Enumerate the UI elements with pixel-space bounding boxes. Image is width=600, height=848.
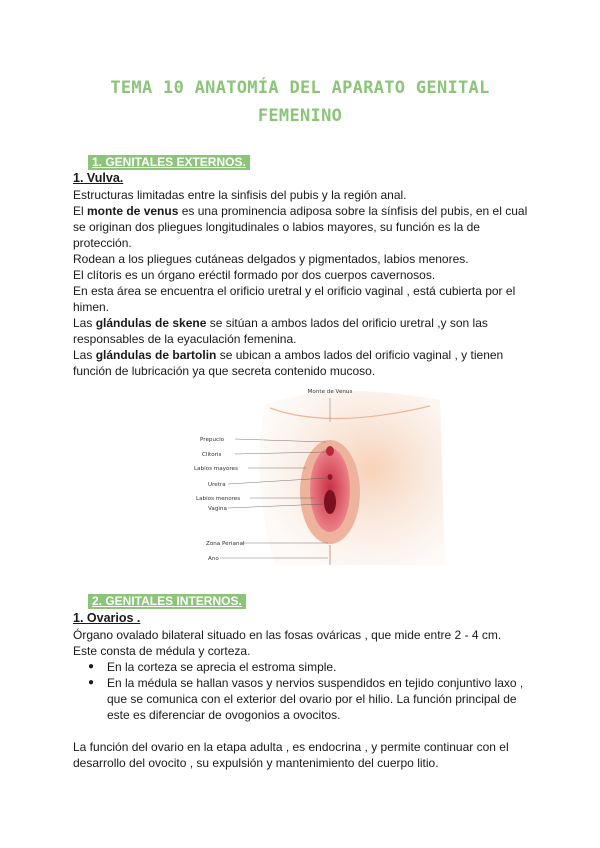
label-ano: Ano: [208, 556, 219, 562]
list-item-text: En la médula se hallan vasos y nervios suspendidos en tejido conjuntivo laxo , que se comunica con el exterior del ovario por el hilio. La función principal de este es diferenciar de ovogonios a ovocitos.: [107, 676, 524, 722]
bullet-icon: ●: [88, 661, 95, 672]
paragraph: [73, 315, 533, 347]
subheading-ovarios: 1. Ovarios .: [73, 611, 141, 625]
paragraph: Este consta de médula y corteza.: [73, 644, 251, 658]
paragraph: [73, 203, 533, 251]
paragraph: Órgano ovalado bilateral situado en las fosas ováricas , que mide entre 2 - 4 cm.: [73, 628, 502, 642]
text: Las: [73, 316, 96, 330]
page-title: [60, 74, 540, 130]
label-clitoris: Clítoris: [202, 452, 222, 458]
vulva-anatomy-illustration: [180, 380, 450, 565]
list-item: [73, 659, 533, 675]
paragraph: Rodean a los pliegues cutáneas delgados y pigmentados, labios menores.: [73, 252, 469, 266]
urethra-shape: [328, 474, 333, 480]
label-vagina: Vagina: [208, 506, 227, 512]
paragraph: El clítoris es un órgano eréctil formado por dos cuerpos cavernosos.: [73, 268, 436, 282]
label-labios-mayores: Labios mayores: [194, 466, 238, 472]
term-monte-de-venus: monte de venus: [87, 204, 179, 218]
title-line-1: TEMA 10 ANATOMÍA DEL APARATO GENITAL: [110, 78, 490, 98]
title-line-2: FEMENINO: [257, 106, 343, 126]
list-item-text: En la corteza se aprecia el estroma simple.: [107, 660, 337, 674]
label-monte-de-venus: Monte de Venus: [307, 389, 353, 395]
ovario-function-paragraph: [73, 739, 533, 771]
paragraph: Estructuras limitadas entre la sinfisis del pubis y la región anal.: [73, 188, 407, 202]
ovarios-bullet-list: [73, 659, 533, 723]
clitoris-shape: [326, 446, 334, 456]
bullet-icon: ●: [88, 677, 95, 688]
section-heading-internal: 2. GENITALES INTERNOS.: [88, 594, 246, 609]
paragraph: La función del ovario en la etapa adulta , es endocrina , y permite continuar con el desarrollo del ovocito , su expulsión y mantenimiento del cuerpo litio.: [73, 740, 509, 770]
label-labios-menores: Labios menores: [196, 496, 241, 502]
text: se ubican a ambos lados del orificio vaginal , y tienen función de lubricación ya que secreta contenido mucoso.: [73, 348, 504, 378]
text: Las: [73, 348, 96, 362]
ovarios-intro: [73, 627, 533, 659]
paragraph: [73, 347, 533, 379]
section-heading-external: 1. GENITALES EXTERNOS.: [88, 155, 250, 170]
term-glandulas-bartolin: glándulas de bartolin: [95, 348, 217, 362]
label-zona-perianal: Zona Perianal: [206, 541, 245, 547]
subheading-vulva: 1. Vulva.: [73, 171, 124, 185]
list-item: [73, 675, 533, 723]
label-prepucio: Prepucio: [200, 437, 225, 443]
text: El: [73, 204, 88, 218]
paragraph: En esta área se encuentra el orificio uretral y el orificio vaginal , está cubierta por el himen.: [73, 284, 516, 314]
text: se sitúan a ambos lados del orificio uretral ,y son las responsables de la eyaculación femenina.: [73, 316, 488, 346]
label-uretra: Uretra: [208, 482, 226, 488]
text: es una prominencia adiposa sobre la sínfisis del pubis, en el cual se originan dos pliegues longitudinales o labios mayores, su función es la de protección.: [73, 204, 528, 250]
vagina-shape: [324, 490, 336, 514]
vulva-description: [73, 187, 533, 379]
term-glandulas-skene: glándulas de skene: [95, 316, 207, 330]
